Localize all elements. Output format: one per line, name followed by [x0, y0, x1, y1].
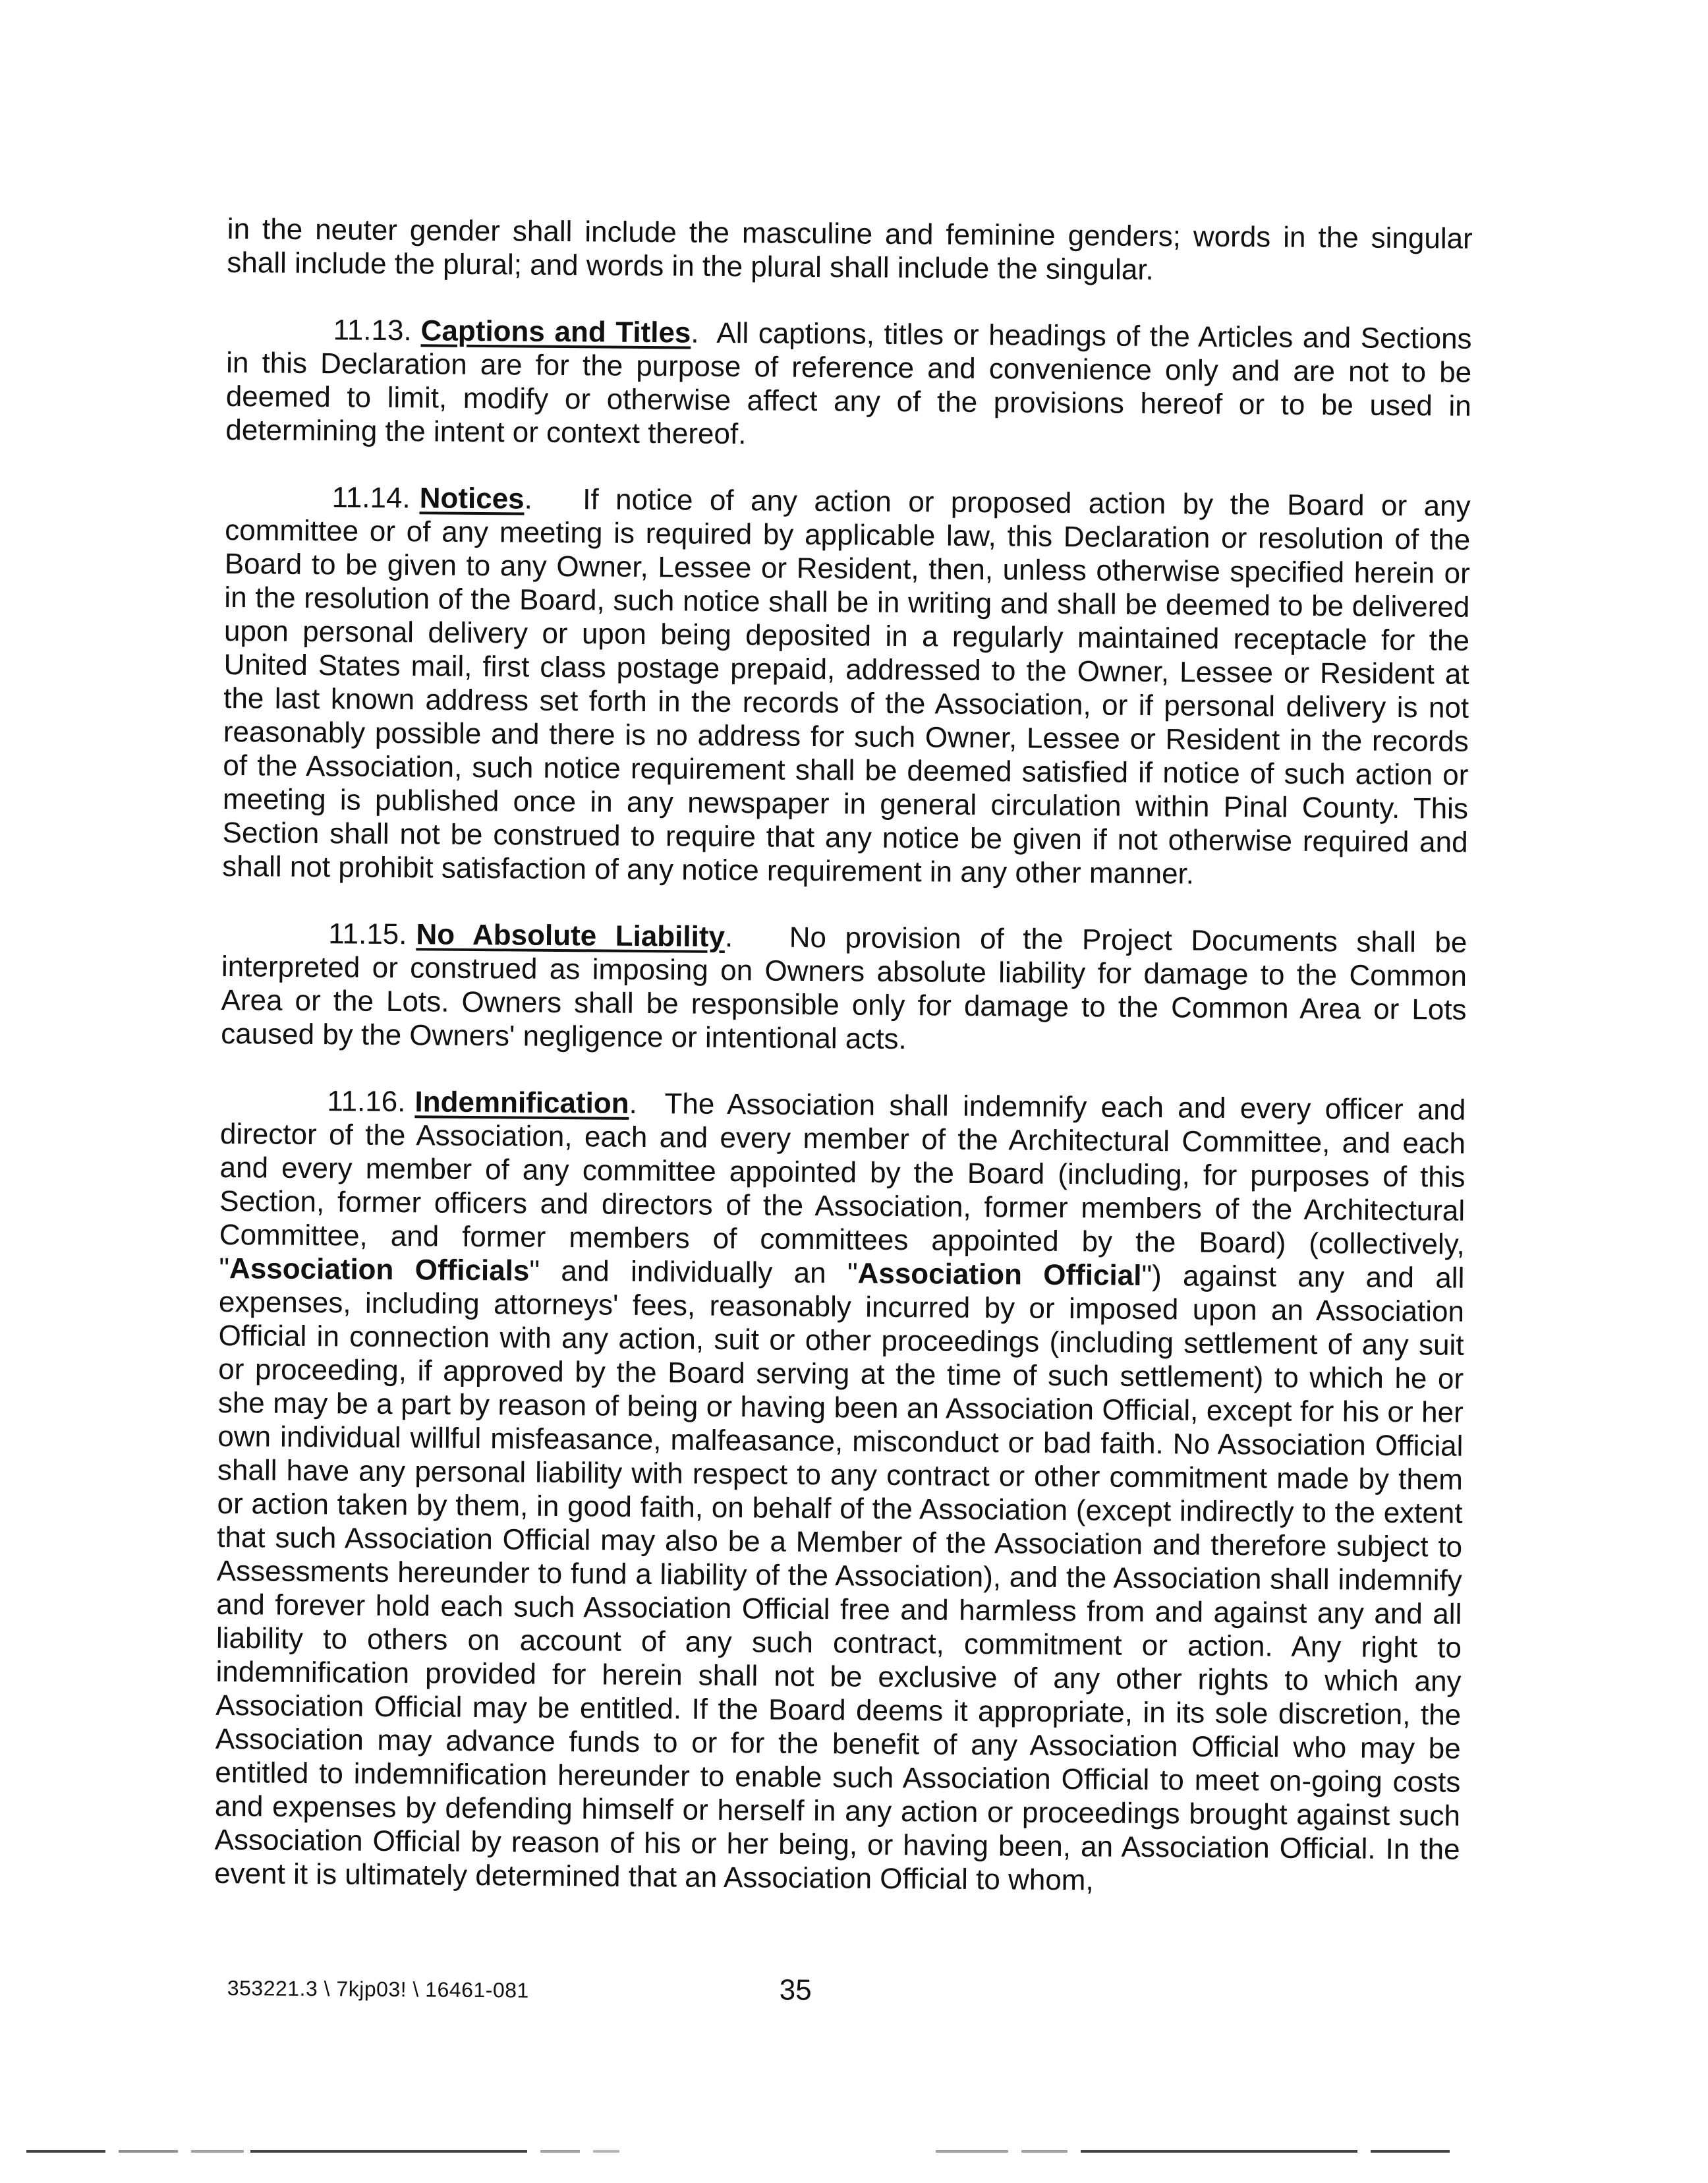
section-text: No provision of the Project Documents shall be interpreted or construed as imposing on Owners absolute liability for damage to the Common Area or the Lots. Owners shall be responsible only for damage to the Common Area or Lots caused by the Owners' negligence or intentional acts.: [221, 921, 1467, 1056]
section-heading: Indemnification: [414, 1086, 629, 1120]
scan-artifact-line: [26, 2150, 1682, 2154]
section-11-16: 11.16. Indemnification. The Association shall indemnify each and every officer and director of the Association, each and every member of the Architectural Committee, and each and every member of any committee appointed by the Board (including, for purposes of this Section, former officers and directors of the Association, former members of the Architectural Committee, and former members of committees appointed by the Board) (collectively, "Association Officials" and individually an "Association Official") against any and all expenses, including attorneys' fees, reasonably incurred by or imposed upon an Association Official in connection with any action, suit or other proceedings (including settlement of any suit or proceeding, if approved by the Board serving at the time of such settlement) to which he or she may be a part by reason of being or having been an Association Official, except for his or her own individual willful misfeasance, malfeasance, misconduct or bad faith. No Association Official shall have any personal liability with respect to any contract or other commitment made by them or action taken by them, in good faith, on behalf of the Association (except indirectly to the extent that such Association Official may also be a Member of the Association and therefore subject to Assessments hereunder to fund a liability of the Association), and the Association shall indemnify and forever hold each such Association Official free and harmless from and against any and all liability to others on account of any such contract, commitment or action. Any right to indemnification provided for herein shall not be exclusive of any other rights to which any Association Official may be entitled. If the Board deems it appropriate, in its sole discretion, the Association may advance funds to or for the benefit of any Association Official who may be entitled to indemnification hereunder to enable such Association Official to meet on-going costs and expenses by defending himself or herself in any action or proceedings brought against such Association Official by reason of his or her being, or having been, an Association Official. In the event it is ultimately determined that an Association Official to whom,: [214, 1085, 1466, 1897]
section-11-13: 11.13. Captions and Titles. All captions, titles or headings of the Articles and Sections in this Declaration are for the purpose of reference and convenience only and are not to be deemed to limit, modify or otherwise affect any of the provisions hereof or to be used in determining the intent or context thereof.: [225, 314, 1472, 451]
section-heading: Captions and Titles: [420, 314, 691, 349]
section-11-14: 11.14. Notices. If notice of any action or proposed action by the Board or any committee or of any meeting is required by applicable law, this Declaration or resolution of the Board to be given to any Owner, Lessee or Resident, then, unless otherwise specified herein or in the resolution of the Board, such notice shall be in writing and shall be deemed to be delivered upon personal delivery or upon being deposited in a regularly maintained receptacle for the United States mail, first class postage prepaid, addressed to the Owner, Lessee or Resident at the last known address set forth in the records of the Association, or if personal delivery is not reasonably possible and there is no address for such Owner, Lessee or Resident in the records of the Association, such notice requirement shall be deemed satisfied if notice of such action or meeting is published once in any newspaper in general circulation within Pinal County. This Section shall not be construed to require that any notice be given if not otherwise required and shall not prohibit satisfaction of any notice requirement in any other manner.: [222, 481, 1471, 890]
page-number: 35: [779, 1973, 812, 2006]
defined-term: Association Official: [857, 1257, 1142, 1292]
defined-term: Association Officials: [229, 1252, 530, 1287]
intro-paragraph: in the neuter gender shall include the masculine and feminine genders; words in the singular shall include the plural; and words in the plural shall include the singular.: [227, 212, 1473, 287]
section-11-15: 11.15. No Absolute Liability. No provision of the Project Documents shall be interpreted or construed as imposing on Owners absolute liability for damage to the Common Area or the Lots. Owners shall be responsible only for damage to the Common Area or Lots caused by the Owners' negligence or intentional acts.: [221, 917, 1467, 1056]
section-text: All captions, titles or headings of the Articles and Sections in this Declaration are for the purpose of reference and convenience only and are not to be deemed to limit, modify or otherwise affect any of the provisions hereof or to be used in determining the intent or context thereof.: [225, 316, 1472, 451]
section-text: If notice of any action or proposed action by the Board or any committee or of any meeting is required by applicable law, this Declaration or resolution of the Board to be given to any Owner, Lessee or Resident, then, unless otherwise specified herein or in the resolution of the Board, such notice shall be in writing and shall be deemed to be delivered upon personal delivery or upon being deposited in a regularly maintained receptacle for the United States mail, first class postage prepaid, addressed to the Owner, Lessee or Resident at the last known address set forth in the records of the Association, or if personal delivery is not reasonably possible and there is no address for such Owner, Lessee or Resident in the records of the Association, such notice requirement shall be deemed satisfied if notice of such action or meeting is published once in any newspaper in general circulation within Pinal County. This Section shall not be construed to require that any notice be given if not otherwise required and shall not prohibit satisfaction of any notice requirement in any other manner.: [222, 483, 1471, 890]
section-number: 11.13.: [333, 314, 412, 347]
section-number: 11.14.: [331, 481, 411, 515]
page-footer: [227, 1969, 1473, 2019]
section-text: ") against any and all expenses, including attorneys' fees, reasonably incurred by or imposed upon an Association Official in connection with any action, suit or other proceedings (including settlement of any suit or proceeding, if approved by the Board serving at the time of such settlement) to which he or she may be a part by reason of being or having been an Association Official, except for his or her own individual willful misfeasance, malfeasance, misconduct or bad faith. No Association Official shall have any personal liability with respect to any contract or other commitment made by them or action taken by them, in good faith, on behalf of the Association (except indirectly to the extent that such Association Official may also be a Member of the Association and therefore subject to Assessments hereunder to fund a liability of the Association), and the Association shall indemnify and forever hold each such Association Official free and harmless from and against any and all liability to others on account of any such contract, commitment or action. Any right to indemnification provided for herein shall not be exclusive of any other rights to which any Association Official may be entitled. If the Board deems it appropriate, in its sole discretion, the Association may advance funds to or for the benefit of any Association Official who may be entitled to indemnification hereunder to enable such Association Official to meet on-going costs and expenses by defending himself or herself in any action or proceedings brought against such Association Official by reason of his or her being, or having been, an Association Official. In the event it is ultimately determined that an Association Official to whom,: [214, 1259, 1465, 1897]
document-id: 353221.3 \ 7kjp03! \ 16461-081: [227, 1975, 529, 2002]
section-heading: No Absolute Liability: [416, 918, 726, 953]
section-text: The Association shall indemnify each and every officer and director of the Association, each and every member of the Architectural Committee, and each and every member of any committee appointed by the Board (including, for purposes of this Section, former officers and directors of the Association, former members of the Architectural Committee, and former members of committees appointed by the Board) (collectively, ": [219, 1088, 1466, 1285]
document-body: [214, 212, 1473, 1933]
section-number: 11.15.: [328, 917, 407, 951]
section-number: 11.16.: [327, 1085, 406, 1119]
section-text: " and individually an ": [529, 1254, 858, 1290]
section-heading: Notices: [419, 482, 525, 515]
